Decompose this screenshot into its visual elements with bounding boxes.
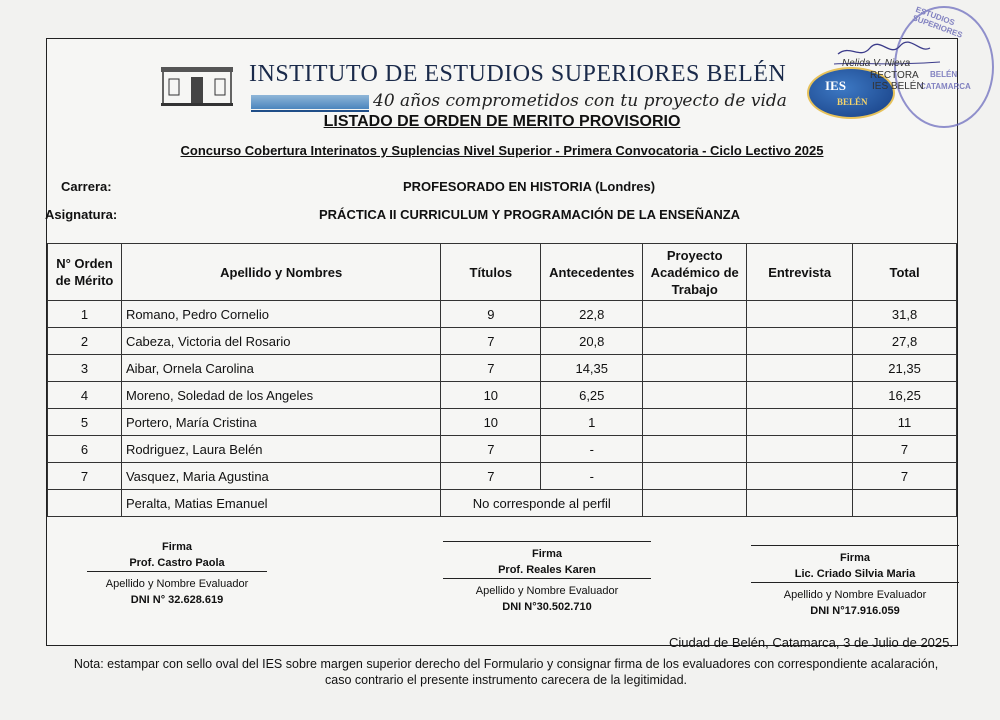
cell-antecedentes: - <box>541 436 643 463</box>
cell-antecedentes: 20,8 <box>541 328 643 355</box>
cell-entrevista <box>747 382 853 409</box>
cell-total: 7 <box>853 463 957 490</box>
stamp-text-1: ESTUDIOS SUPERIORES <box>911 4 964 40</box>
cell-entrevista <box>747 409 853 436</box>
cell-entrevista <box>747 355 853 382</box>
cell-total <box>853 490 957 517</box>
signature-firma-label: Firma <box>532 548 562 560</box>
signature-caption: Apellido y Nombre Evaluador <box>105 578 249 590</box>
institute-header <box>161 53 868 115</box>
table-row <box>48 436 957 463</box>
cell-orden: 2 <box>48 328 122 355</box>
cell-total: 7 <box>853 436 957 463</box>
header-orden: N° Orden de Mérito <box>48 244 122 301</box>
signature-caption: Apellido y Nombre Evaluador <box>475 585 619 597</box>
cell-proyecto <box>643 409 747 436</box>
cell-titulos: 10 <box>441 382 541 409</box>
logo-text-top: IES <box>825 78 846 93</box>
cell-titulos: 7 <box>441 463 541 490</box>
cell-excluded-note: No corresponde al perfil <box>441 490 643 517</box>
cell-entrevista <box>747 301 853 328</box>
carrera-value: PROFESORADO EN HISTORIA (Londres) <box>403 179 656 194</box>
cell-total: 27,8 <box>853 328 957 355</box>
signature-block-3 <box>751 545 959 617</box>
cell-orden: 6 <box>48 436 122 463</box>
building-logo-icon <box>161 61 233 107</box>
cell-total: 11 <box>853 409 957 436</box>
table-row <box>48 301 957 328</box>
cell-orden: 1 <box>48 301 122 328</box>
header-antecedentes: Antecedentes <box>541 244 643 301</box>
cell-orden: 7 <box>48 463 122 490</box>
cell-total: 21,35 <box>853 355 957 382</box>
document-sheet <box>45 38 958 650</box>
institute-tagline: 40 años comprometidos con tu proyecto de vida <box>373 91 787 111</box>
cell-proyecto <box>643 382 747 409</box>
table-row <box>48 382 957 409</box>
stamp-text-2: BELÉN <box>930 70 958 79</box>
cell-total: 31,8 <box>853 301 957 328</box>
cell-orden: 3 <box>48 355 122 382</box>
cell-antecedentes: 1 <box>541 409 643 436</box>
page-subtitle: Concurso Cobertura Interinatos y Suplencias Nivel Superior - Primera Convocatoria - Ciclo Lectivo 2025 <box>180 143 824 158</box>
cell-proyecto <box>643 436 747 463</box>
header-nombre: Apellido y Nombres <box>121 244 440 301</box>
cell-titulos: 7 <box>441 436 541 463</box>
cell-titulos: 7 <box>441 328 541 355</box>
signature-dni: DNI N° 32.628.619 <box>130 594 224 606</box>
cell-entrevista <box>747 490 853 517</box>
cell-nombre: Cabeza, Victoria del Rosario <box>121 328 440 355</box>
cell-nombre: Peralta, Matias Emanuel <box>121 490 440 517</box>
cell-antecedentes: 14,35 <box>541 355 643 382</box>
cell-proyecto <box>643 355 747 382</box>
cell-proyecto <box>643 490 747 517</box>
cell-antecedentes: - <box>541 463 643 490</box>
cell-titulos: 9 <box>441 301 541 328</box>
signature-evaluator-name: Lic. Criado Silvia Maria <box>794 568 916 580</box>
asignatura-label: Asignatura: <box>45 207 118 222</box>
stamp-text-3: CATAMARCA <box>920 82 971 91</box>
signature-institution: IES BELÉN <box>872 81 924 92</box>
signature-firma-label: Firma <box>840 552 870 564</box>
signature-block-2 <box>443 541 651 613</box>
merit-table <box>47 243 957 517</box>
signature-role: RECTORA <box>870 70 919 81</box>
institute-name: INSTITUTO DE ESTUDIOS SUPERIORES BELÉN <box>249 61 787 87</box>
footer-note: Nota: estampar con sello oval del IES sobre margen superior derecho del Formulario y consignar firma de los evaluadores con correspondiente acalaración, caso contrario el presente instrumento carecera de la legitimidad. <box>73 657 939 687</box>
cell-proyecto <box>643 463 747 490</box>
signature-block-1 <box>87 541 267 606</box>
cell-orden <box>48 490 122 517</box>
signature-firma-label: Firma <box>162 541 192 553</box>
asignatura-value: PRÁCTICA II CURRICULUM Y PROGRAMACIÓN DE LA ENSEÑANZA <box>319 207 741 222</box>
signature-dni: DNI N°17.916.059 <box>810 605 900 617</box>
cell-entrevista <box>747 328 853 355</box>
cell-nombre: Rodriguez, Laura Belén <box>121 436 440 463</box>
table-row <box>48 463 957 490</box>
header-proyecto: Proyecto Académico de Trabajo <box>643 244 747 301</box>
cell-nombre: Romano, Pedro Cornelio <box>121 301 440 328</box>
cell-nombre: Vasquez, Maria Agustina <box>121 463 440 490</box>
cell-nombre: Portero, María Cristina <box>121 409 440 436</box>
header-entrevista: Entrevista <box>747 244 853 301</box>
signature-caption: Apellido y Nombre Evaluador <box>783 589 927 601</box>
cell-entrevista <box>747 463 853 490</box>
carrera-label: Carrera: <box>61 179 112 194</box>
header-stripe-line <box>251 110 369 112</box>
table-row <box>48 355 957 382</box>
cell-total: 16,25 <box>853 382 957 409</box>
cell-nombre: Aibar, Ornela Carolina <box>121 355 440 382</box>
cell-antecedentes: 22,8 <box>541 301 643 328</box>
table-row-excluded <box>48 490 957 517</box>
table-row <box>48 328 957 355</box>
cell-nombre: Moreno, Soledad de los Angeles <box>121 382 440 409</box>
cell-titulos: 10 <box>441 409 541 436</box>
cell-entrevista <box>747 436 853 463</box>
signature-dni: DNI N°30.502.710 <box>502 601 592 613</box>
cell-antecedentes: 6,25 <box>541 382 643 409</box>
table-row <box>48 409 957 436</box>
header-total: Total <box>853 244 957 301</box>
signature-evaluator-name: Prof. Reales Karen <box>498 564 596 576</box>
table-header-row <box>48 244 957 301</box>
header-titulos: Títulos <box>441 244 541 301</box>
cell-orden: 5 <box>48 409 122 436</box>
cell-orden: 4 <box>48 382 122 409</box>
logo-text-bottom: BELÉN <box>837 97 868 107</box>
signature-evaluator-name: Prof. Castro Paola <box>129 557 225 569</box>
header-stripe <box>251 95 369 109</box>
cell-proyecto <box>643 301 747 328</box>
cell-titulos: 7 <box>441 355 541 382</box>
cell-proyecto <box>643 328 747 355</box>
signature-name: Nelida V. Nieva <box>842 58 911 69</box>
page-title: LISTADO DE ORDEN DE MERITO PROVISORIO <box>323 113 681 130</box>
city-date: Ciudad de Belén, Catamarca, 3 de Julio de 2025. <box>668 635 953 650</box>
